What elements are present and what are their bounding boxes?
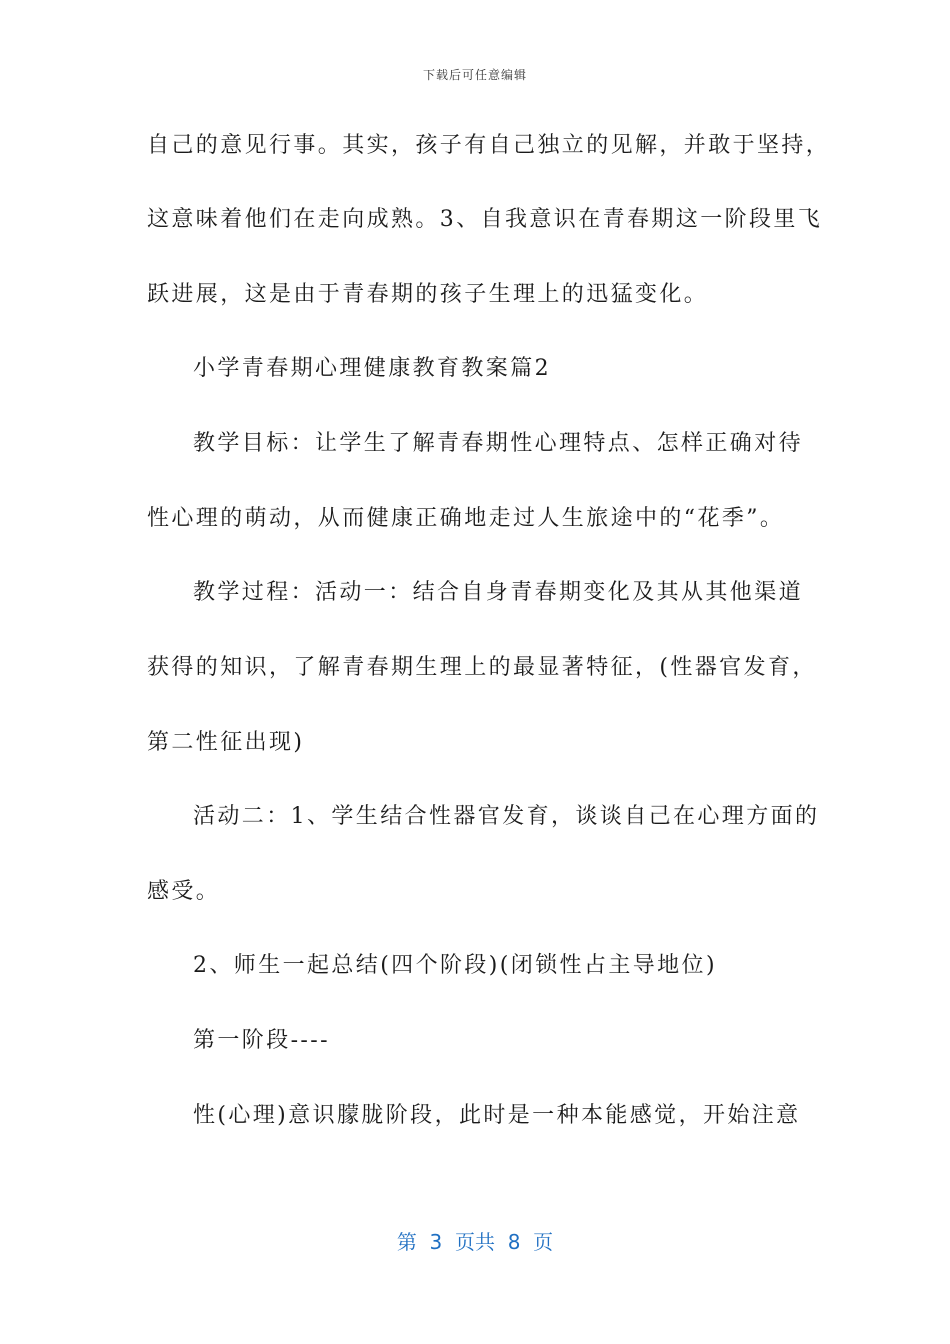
paragraph-line: 教学目标：让学生了解青春期性心理特点、怎样正确对待 [193,431,804,456]
paragraph-line: 2、师生一起总结(四个阶段)(闭锁性占主导地位) [193,953,717,978]
download-note: 下载后可任意编辑 [422,68,527,82]
page-number-footer: 第 3 页共 8 页 [396,1230,554,1254]
paragraph-line: 性心理的萌动，从而健康正确地走过人生旅途中的“花季”。 [147,506,785,531]
paragraph-line: 自己的意见行事。其实，孩子有自己独立的见解，并敢于坚持， [147,133,831,158]
paragraph-line: 感受。 [147,879,221,904]
paragraph-line: 性(心理)意识朦胧阶段，此时是一种本能感觉，开始注意 [193,1103,801,1128]
paragraph-line: 教学过程：活动一：结合自身青春期变化及其从其他渠道 [193,580,804,605]
paragraph-line: 这意味着他们在走向成熟。3、自我意识在青春期这一阶段里飞 [147,207,823,232]
paragraph-line: 第一阶段---- [193,1028,330,1053]
paragraph-line: 第二性征出现) [147,730,305,755]
paragraph-line: 跃进展，这是由于青春期的孩子生理上的迅猛变化。 [147,282,709,307]
section-heading: 小学青春期心理健康教育教案篇2 [193,356,551,381]
paragraph-line: 获得的知识，了解青春期生理上的最显著特征，(性器官发育， [147,655,817,680]
paragraph-line: 活动二：1、学生结合性器官发育，谈谈自己在心理方面的 [193,804,820,829]
